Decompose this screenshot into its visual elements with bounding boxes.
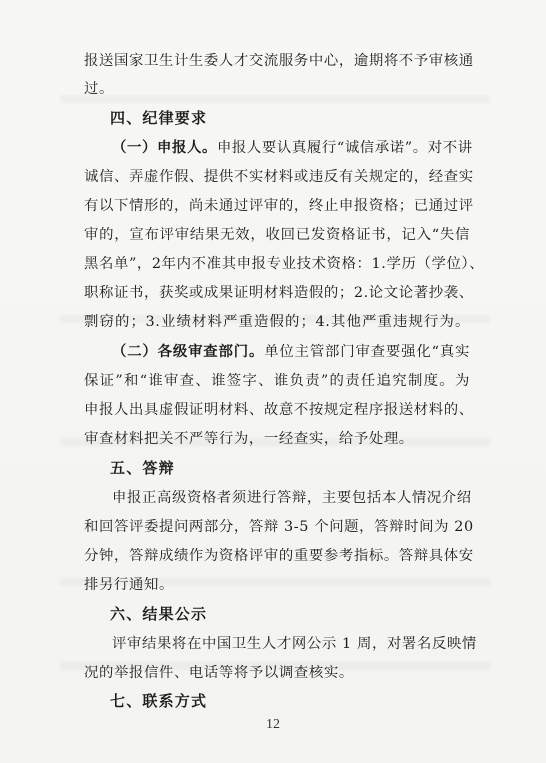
paragraph-line: 诚信、弄虚作假、提供不实材料或违反有关规定的，经查实 [84, 169, 474, 185]
paragraph-line: 审的，宣布评审结果无效，收回已发资格证书，记入“失信 [84, 227, 470, 243]
paragraph-text: 单位主管部门审查要强化“真实 [264, 344, 470, 360]
section-heading-publicity: 六、结果公示 [110, 605, 208, 623]
paragraph-line: 有以下情形的，尚未通过评审的，终止申报资格；已通过评 [84, 198, 474, 214]
paragraph-line: 职称证书，获奖或成果证明材料造假的；2.论文论著抄袭、 [84, 285, 474, 301]
page-number: 12 [266, 717, 280, 732]
paragraph-line: 过。 [84, 81, 114, 97]
section-heading-contact: 七、联系方式 [110, 692, 208, 710]
subheading-review-departments: （二）各级审查部门。 [112, 344, 265, 360]
subheading-applicant: （一）申报人。 [112, 140, 217, 156]
paragraph-text: 申报人要认真履行“诚信承诺”。对不讲 [216, 140, 473, 156]
paragraph-line: 况的举报信件、电话等将予以调查核实。 [84, 665, 354, 681]
paragraph-line: 分钟，答辩成绩作为资格评审的重要参考指标。答辩具体安 [84, 548, 474, 564]
paragraph-line: 保证”和“谁审查、谁签字、谁负责”的责任追究制度。为 [84, 373, 470, 389]
paragraph-line: 黑名单”，2年内不准其申报专业技术资格：1.学历（学位）、 [84, 256, 485, 272]
paragraph-line: 审查材料把关不严等行为，一经查实，给予处理。 [84, 431, 414, 447]
paragraph-line: 评审结果将在中国卫生人才网公示 1 周，对署名反映情 [112, 636, 477, 652]
paragraph-line: 申报人出具虚假证明材料、故意不按规定程序报送材料的、 [84, 402, 474, 418]
section-heading-discipline: 四、纪律要求 [110, 109, 208, 127]
paragraph-line [112, 139, 473, 157]
show-through-shadow [60, 95, 490, 103]
paragraph-line: 申报正高级资格者须进行答辩，主要包括本人情况介绍 [112, 490, 472, 506]
paragraph-line: 剽窃的；3.业绩材料严重造假的；4.其他严重违规行为。 [84, 314, 470, 330]
paragraph-line: 和回答评委提问两部分，答辩 3-5 个问题，答辩时间为 20 [84, 519, 474, 535]
section-heading-defense: 五、答辩 [110, 459, 175, 477]
paragraph-line: 报送国家卫生计生委人才交流服务中心，逾期将不予审核通 [84, 53, 474, 69]
paragraph-line [112, 343, 470, 361]
paragraph-line: 排另行通知。 [84, 577, 174, 593]
